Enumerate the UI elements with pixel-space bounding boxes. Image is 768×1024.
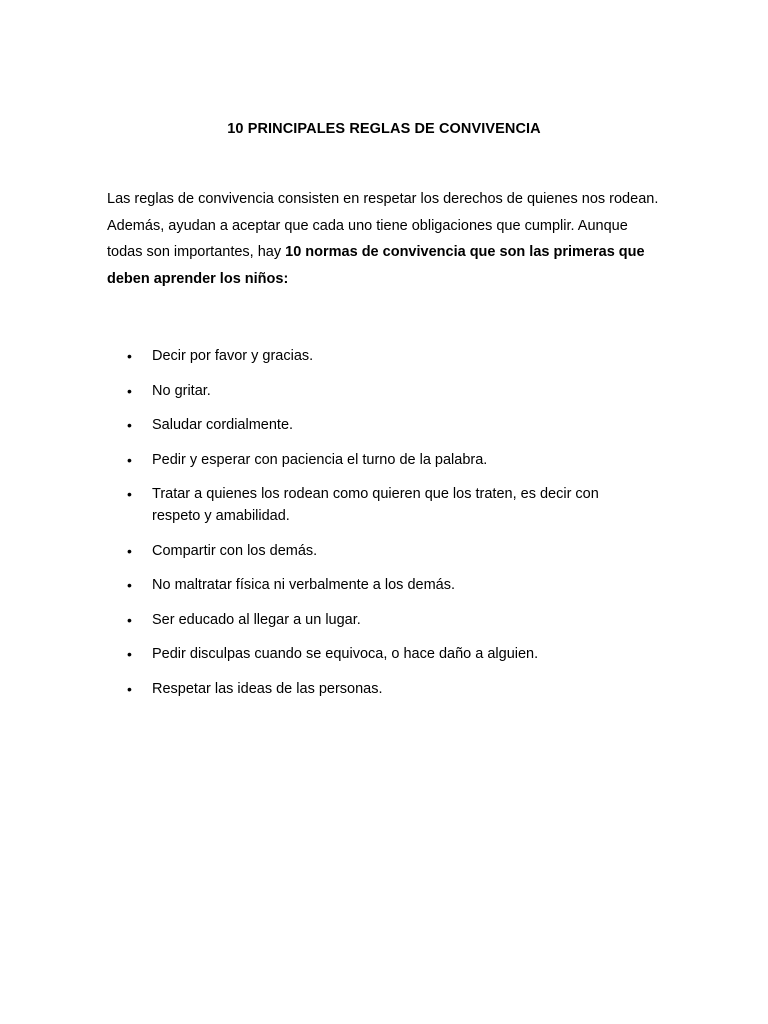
list-item <box>107 449 647 471</box>
bullet-icon: • <box>127 646 132 662</box>
intro-text: Las reglas de convivencia consisten en respetar los derechos de quienes nos rodean. Además, ayudan a aceptar que cada uno tiene obligaciones que cumplir. Aunque todas son importantes, hay <box>107 191 659 260</box>
page-title: 10 PRINCIPALES REGLAS DE CONVIVENCIA <box>227 121 541 137</box>
list-item <box>107 643 647 665</box>
bullet-icon: • <box>127 486 132 502</box>
rule-text: Decir por favor y gracias. <box>152 348 314 364</box>
list-item <box>107 380 647 402</box>
bullet-icon: • <box>127 542 132 559</box>
rule-text: Pedir y esperar con paciencia el turno de la palabra. <box>152 451 488 468</box>
intro-paragraph <box>107 186 667 292</box>
rule-text: Pedir disculpas cuando se equivoca, o hace daño a alguien. <box>152 646 539 662</box>
intro-bold-text: 10 normas de convivencia que son las primeras que deben aprender los niños: <box>107 244 645 287</box>
rule-text: Respetar las ideas de las personas. <box>152 680 383 697</box>
bullet-icon: • <box>127 577 132 593</box>
rule-text: Tratar a quienes los rodean como quieren que los traten, es decir con respeto y amabilidad. <box>152 486 599 524</box>
list-item <box>107 574 647 596</box>
bullet-icon: • <box>127 417 132 433</box>
rule-text: No maltratar física ni verbalmente a los demás. <box>152 577 456 593</box>
bullet-icon: • <box>127 348 132 364</box>
list-item <box>107 540 647 562</box>
list-item <box>107 678 647 700</box>
list-item <box>107 345 647 367</box>
bullet-icon: • <box>127 611 132 628</box>
rule-text: No gritar. <box>152 382 211 399</box>
bullet-icon: • <box>127 382 132 399</box>
bullet-icon: • <box>127 680 132 697</box>
list-item <box>107 609 647 631</box>
rule-text: Ser educado al llegar a un lugar. <box>152 611 361 628</box>
rule-text: Compartir con los demás. <box>152 542 318 559</box>
list-item <box>107 414 647 436</box>
list-item <box>107 483 647 527</box>
bullet-icon: • <box>127 451 132 468</box>
rule-text: Saludar cordialmente. <box>152 417 294 433</box>
rules-list <box>107 345 647 712</box>
